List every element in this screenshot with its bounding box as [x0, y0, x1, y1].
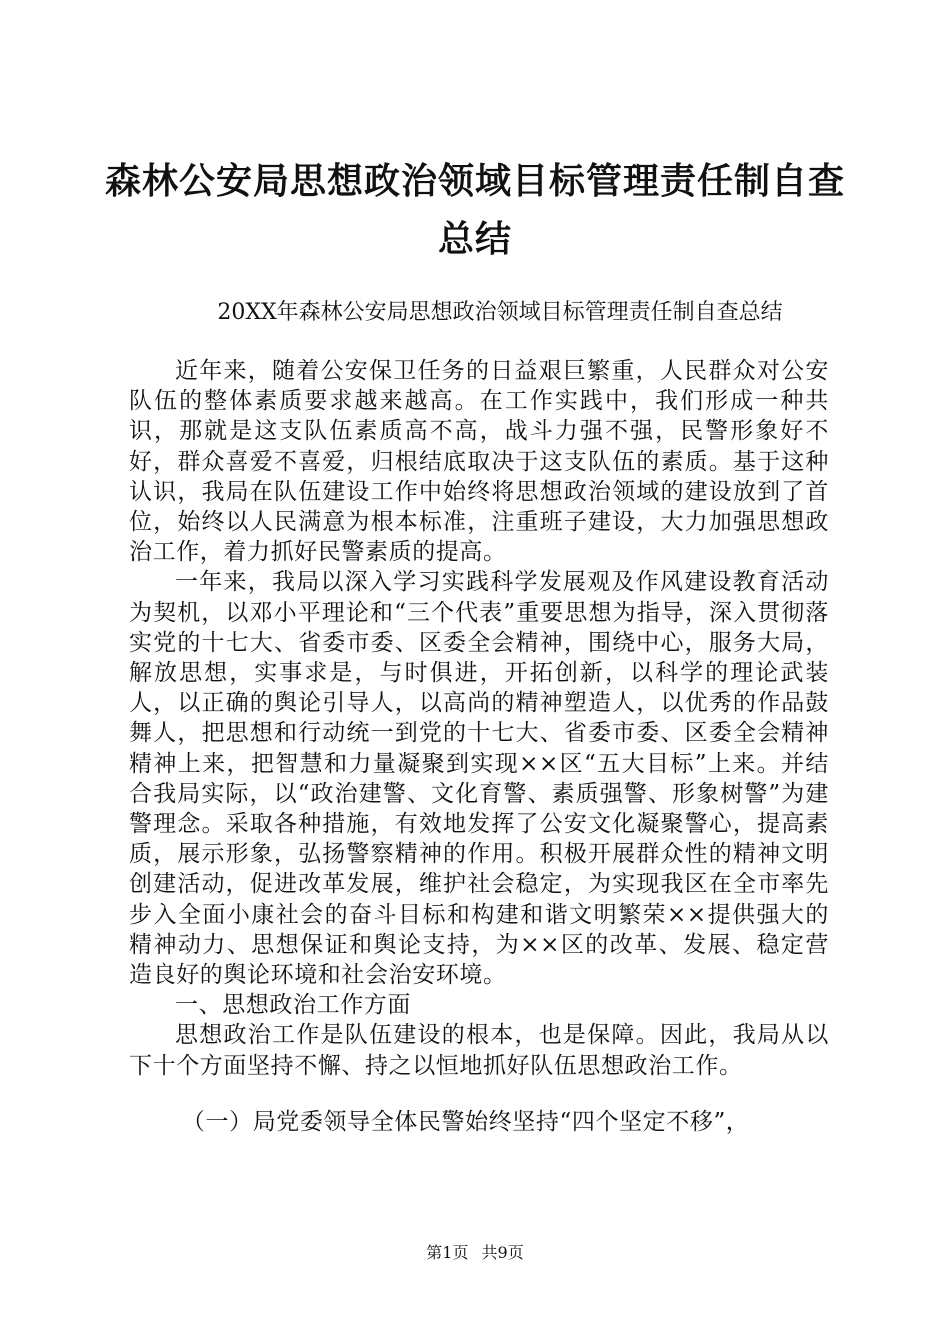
paragraph-section-intro: 思想政治工作是队伍建设的根本，也是保障。因此，我局从以下十个方面坚持不懈、持之以恒地抓好队伍思想政治工作。	[129, 1022, 829, 1079]
page-total: 共9页	[481, 1243, 524, 1262]
section-heading: 一、思想政治工作方面	[175, 992, 411, 1019]
paragraph-year-review: 一年来，我局以深入学习实践科学发展观及作风建设教育活动为契机，以邓小平理论和“三个代表”重要思想为指导，深入贯彻落实党的十七大、省委市委、区委全会精神，围绕中心，服务大局，解放思想，实事求是，与时俱进，开拓创新，以科学的理论武装人，以正确的舆论引导人，以高尚的精神塑造人，以优秀的作品鼓舞人，把思想和行动统一到党的十七大、省委市委、区委全会精神精神上来，把智慧和力量凝聚到实现××区“五大目标”上来。并结合我局实际，以“政治建警、文化育警、素质强警、形象树警”为建警理念。采取各种措施，有效地发挥了公安文化凝聚警心，提高素质，展示形象，弘扬警察精神的作用。积极开展群众性的精神文明创建活动，促进改革发展，维护社会稳定，为实现我区在全市率先步入全面小康社会的奋斗目标和构建和谐文明繁荣××提供强大的精神动力、思想保证和舆论支持，为××区的改革、发展、稳定营造良好的舆论环境和社会治安环境。	[129, 569, 829, 989]
document-title-line-1: 森林公安局思想政治领域目标管理责任制自查	[104, 161, 845, 202]
page-number: 第1页	[426, 1243, 469, 1262]
list-item-first: （一）局党委领导全体民警始终坚持“四个坚定不移”，	[181, 1108, 750, 1135]
page-footer	[0, 1243, 950, 1263]
paragraph-intro: 近年来，随着公安保卫任务的日益艰巨繁重，人民群众对公安队伍的整体素质要求越来越高。在工作实践中，我们形成一种共识，那就是这支队伍素质高不高，战斗力强不强，民警形象好不好，群众喜爱不喜爱，归根结底取决于这支队伍的素质。基于这种认识，我局在队伍建设工作中始终将思想政治领域的建设放到了首位，始终以人民满意为根本标准，注重班子建设，大力加强思想政治工作，着力抓好民警素质的提高。	[129, 358, 829, 566]
document-body	[129, 356, 829, 1137]
document-title-line-2: 总结	[437, 219, 512, 260]
document-subtitle: 20XX年森林公安局思想政治领域目标管理责任制自查总结	[217, 300, 783, 325]
